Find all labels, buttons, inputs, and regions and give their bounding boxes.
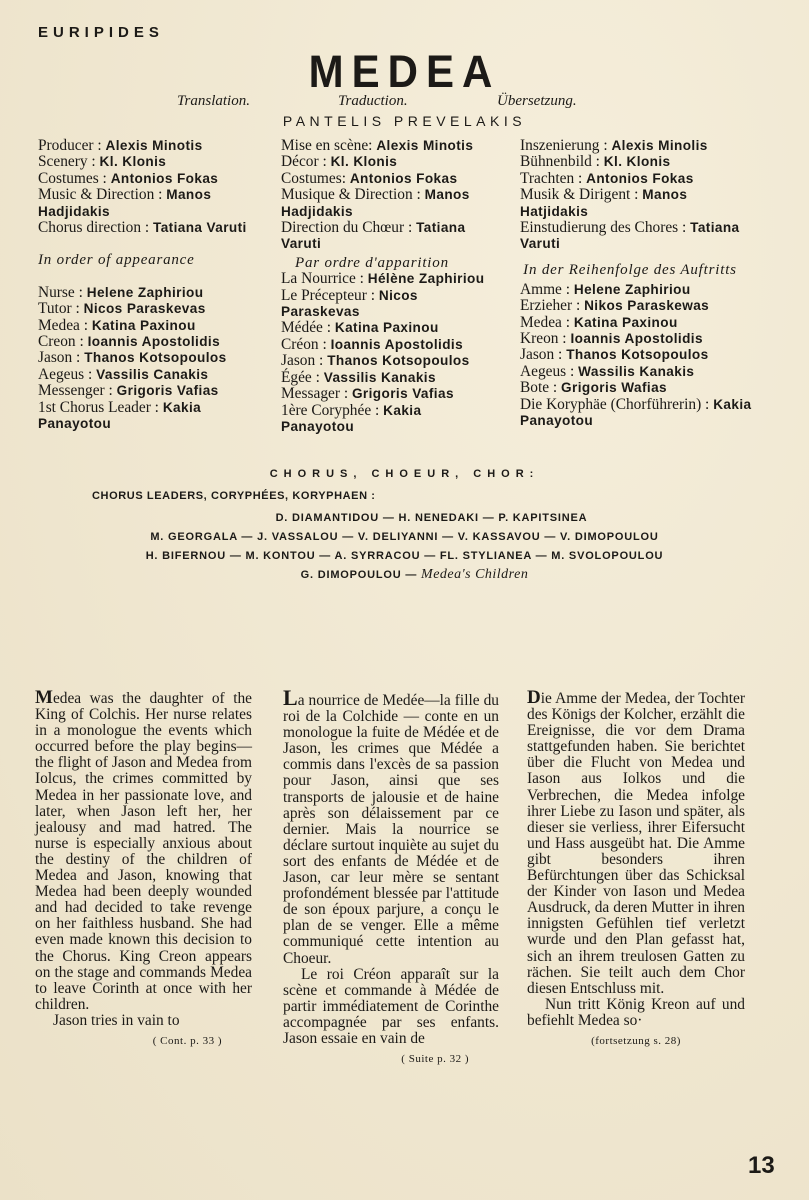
cast-row: Jason : Thanos Kotsopoulos	[38, 349, 227, 367]
cast-heading-german: In der Reihenfolge des Auftritts	[523, 261, 737, 278]
cast-heading-english: In order of appearance	[38, 252, 195, 269]
page-number: 13	[748, 1152, 775, 1179]
chorus-line: D. DIAMANTIDOU — H. NENEDAKI — P. KAPITSINEA	[275, 512, 588, 524]
credits-english	[38, 138, 288, 433]
cast-row: 1st Chorus Leader : Kakia Panayotou	[38, 398, 202, 432]
continued-note: ( Suite p. 32 )	[401, 1053, 469, 1066]
credit-row: Direction du Chœur : Tatiana Varuti	[281, 219, 466, 252]
cast-row: Kreon : Ioannis Apostolidis	[520, 330, 703, 348]
synopsis-german: Die Amme der Medea, der Tochter des Königs der Kolcher, erzählt die Ereignisse, die vor dem Drama stattgefunden haben. Sie berichtet über die Flucht von Medea und Iason aus Iolkos und die Verbrechen, die Medea infolge ihrer Liebe zu Iason und später, als dieser sie verliess, ihrer Eifersucht und Hass ausgeübt hat. Die Amme gibt besonders ihren Befürchtungen über das Schicksal der Kinder von Iason und Medea Ausdruck, da deren Mutter in ihren innigsten Gefühlen tief verletzt wurde und den Plan gefasst hat, sich an ihrem treulosen Gatten zu rächen. Sie teilt auch dem Chor diesen Entschluss mit. Nun tritt König Kreon auf und befiehlt Medea so· (fortsetzung s. 28)	[527, 690, 745, 1049]
credit-row: Trachten : Antonios Fokas	[520, 169, 694, 187]
cast-row: Messager : Grigoris Vafias	[281, 385, 454, 403]
credit-row: Einstudierung des Chores : Tatiana Varuti	[520, 219, 740, 252]
credit-row: Musique & Direction : Manos Hadjidakis	[281, 186, 470, 219]
cast-row: Jason : Thanos Kotsopoulos	[281, 352, 470, 370]
credit-row: Mise en scène: Alexis Minotis	[281, 137, 474, 154]
cast-row: Medea : Katina Paxinou	[38, 316, 196, 334]
credit-row: Costumes: Antonios Fokas	[281, 169, 458, 187]
credits-french	[281, 138, 531, 435]
cast-row: Tutor : Nicos Paraskevas	[38, 300, 206, 318]
cast-row: Le Précepteur : Nicos Paraskevas	[281, 286, 418, 320]
cast-heading-french: Par ordre d'apparition	[295, 254, 449, 271]
drop-cap: M	[35, 687, 53, 708]
cast-row: Erzieher : Nikos Paraskewas	[520, 297, 710, 315]
chorus-leaders-label: CHORUS LEADERS, CORYPHÉES, KORYPHAEN :	[92, 490, 376, 502]
translator-name: PANTELIS PREVELAKIS	[282, 113, 527, 129]
cast-row: Aegeus : Wassilis Kanakis	[520, 362, 695, 380]
cast-row: Amme : Helene Zaphiriou	[520, 280, 691, 298]
credit-row: Scenery : Kl. Klonis	[38, 153, 167, 171]
cast-row: Medea : Katina Paxinou	[520, 313, 678, 331]
cast-row: Médée : Katina Paxinou	[281, 319, 439, 337]
chorus-line: H. BIFERNOU — M. KONTOU — A. SYRRACOU — FL. STYLIANEA — M. SVOLOPOULOU	[145, 550, 664, 562]
credit-row: Décor : Kl. Klonis	[281, 153, 398, 171]
credit-row: Bühnenbild : Kl. Klonis	[520, 153, 671, 171]
translation-label-de: Übersetzung.	[497, 93, 577, 109]
credits-german	[520, 138, 780, 430]
credit-row: Producer : Alexis Minotis	[38, 137, 203, 154]
chorus-line: M. GEORGALA — J. VASSALOU — V. DELIYANNI — V. KASSAVOU — V. DIMOPOULOU	[150, 531, 659, 543]
synopsis-french: La nourrice de Medée—la fille du roi de la Colchide — conte en un monologue la fuite de Médée et de Jason, les crimes que Médée a commis dans l'excès de sa passion pour Jason, ainsi que ses transports de jalousie et de haine après son délaissement par ce dernier. Mais la nourrice se déclare surtout inquiète au sujet du sort des enfants de Médée et de Jason, car leur mère se sentant profondément blessée par l'attitude de son époux parjure, a conçu le plan de se venger. Elle a même communiqué cette intention au Choeur. Le roi Créon apparaît sur la scène et commande à Médée de partir immédiatement de Corinthe accompagnée par ses enfants. Jason essaie en vain de ( Suite p. 32 )	[283, 690, 499, 1067]
play-title: MEDEA	[308, 46, 501, 97]
cast-row: Créon : Ioannis Apostolidis	[281, 335, 464, 353]
translation-label-fr: Traduction.	[338, 93, 408, 109]
translation-label-en: Translation.	[177, 93, 250, 109]
cast-row: Bote : Grigoris Wafias	[520, 379, 668, 397]
credit-row: Costumes : Antonios Fokas	[38, 169, 219, 187]
continued-note: (fortsetzung s. 28)	[591, 1034, 681, 1047]
cast-row: Messenger : Grigoris Vafias	[38, 382, 219, 400]
cast-row: La Nourrice : Hélène Zaphiriou	[281, 270, 485, 288]
synopsis-english: Medea was the daughter of the King of Colchis. Her nurse relates in a monologue the events which occurred before the play begins—the flight of Jason and Medea from Iolcus, the crimes committed by Medea in her passionate love, and later, when Jason left her, her jealousy and mad hatred. The nurse is especially anxious about the destiny of the children of Medea and Jason, knowing that Medea had been deeply wounded and had decided to take revenge on her faithless husband. She had even made known this decision to the Chorus. King Creon appears on the stage and commands Medea to leave Corinth at once with her children. Jason tries in vain to ( Cont. p. 33 )	[35, 690, 252, 1049]
cast-row: Jason : Thanos Kotsopoulos	[520, 346, 709, 364]
credit-row: Inszenierung : Alexis Minolis	[520, 137, 708, 154]
drop-cap: D	[527, 687, 541, 708]
credit-row: Musik & Dirigent : Manos Hatjidakis	[520, 186, 688, 219]
cast-row: Aegeus : Vassilis Canakis	[38, 365, 209, 383]
author-name: EURIPIDES	[38, 24, 164, 41]
cast-row: Creon : Ioannis Apostolidis	[38, 333, 221, 351]
drop-cap: L	[283, 685, 298, 710]
cast-row: Die Koryphäe (Chorführerin) : Kakia Panayotou	[520, 395, 752, 429]
credit-row: Music & Direction : Manos Hadjidakis	[38, 186, 212, 219]
chorus-title: CHORUS, CHOEUR, CHOR:	[269, 468, 540, 480]
cast-row: Nurse : Helene Zaphiriou	[38, 283, 204, 301]
chorus-line: G. DIMOPOULOU — Medea's Children	[300, 567, 529, 582]
cast-row: 1ère Coryphée : Kakia Panayotou	[281, 401, 422, 434]
continued-note: ( Cont. p. 33 )	[152, 1034, 222, 1047]
credit-row: Chorus direction : Tatiana Varuti	[38, 219, 247, 237]
cast-row: Égée : Vassilis Kanakis	[281, 368, 436, 386]
